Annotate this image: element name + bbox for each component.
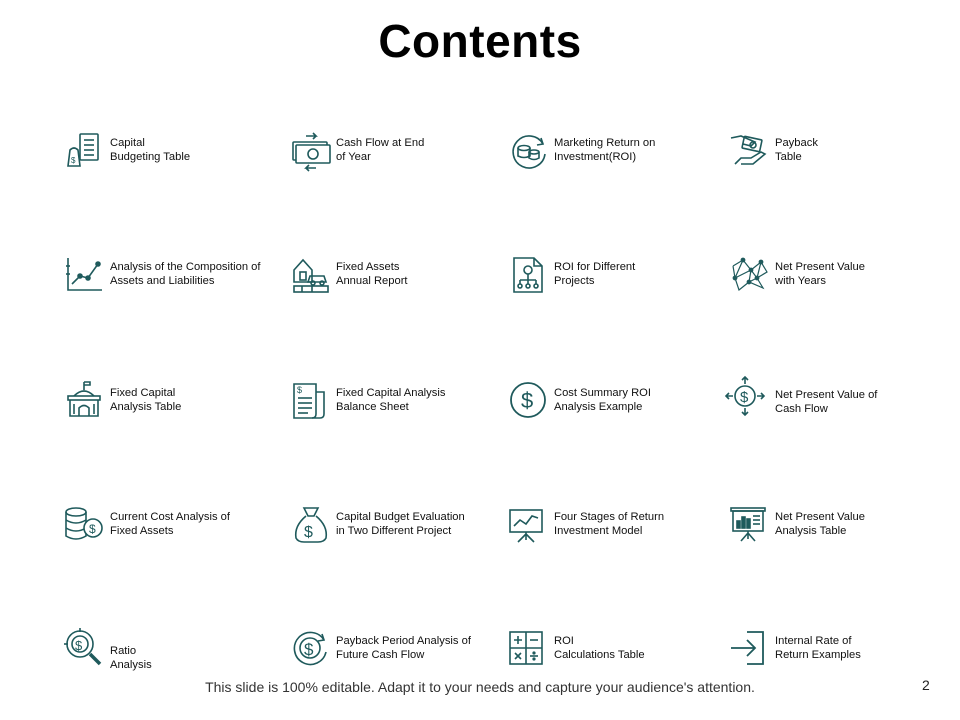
contents-item-label: Net Present Value of Cash Flow xyxy=(775,389,878,415)
contents-item-ratio-analysis[interactable] xyxy=(64,628,279,678)
contents-item-marketing-roi[interactable] xyxy=(508,130,723,180)
contents-item-label: Capital Budgeting Table xyxy=(110,137,191,163)
enter-arrow-icon xyxy=(729,628,771,670)
page-number: 2 xyxy=(922,677,930,693)
calculator-icon xyxy=(508,628,550,670)
money-bag-icon xyxy=(290,504,332,546)
contents-item-label: Cash Flow at End of Year xyxy=(336,137,425,163)
payback-hand-icon xyxy=(729,130,771,172)
svg-text:$: $ xyxy=(89,522,96,536)
contents-item-irr-examples[interactable] xyxy=(729,628,944,678)
dollar-cycle-icon xyxy=(290,628,332,670)
contents-item-label: ROI for Different Projects xyxy=(554,261,636,287)
contents-item-label: Analysis of the Composition of Assets and Liabilities xyxy=(110,261,261,287)
presentation-board-icon xyxy=(729,504,771,546)
contents-item-fixed-assets-report[interactable] xyxy=(290,254,505,304)
contents-item-label: Marketing Return on Investment(ROI) xyxy=(554,137,656,163)
coins-dollar-icon xyxy=(64,504,106,546)
contents-item-payback-table[interactable] xyxy=(729,130,944,180)
contents-item-cost-summary-roi[interactable] xyxy=(508,380,723,430)
contents-item-label: Payback Table xyxy=(775,137,818,163)
contents-item-label: Internal Rate of Return Examples xyxy=(775,635,861,661)
contents-item-cash-flow-end-of-year[interactable] xyxy=(290,130,505,180)
svg-text:$: $ xyxy=(521,388,534,413)
cash-flow-icon xyxy=(290,130,332,172)
dollar-arrows-icon xyxy=(724,375,766,417)
contents-item-current-cost-analysis[interactable] xyxy=(64,504,279,554)
balance-sheet-icon xyxy=(290,380,332,422)
contents-item-label: Net Present Value Analysis Table xyxy=(775,511,865,537)
contents-item-label: Ratio Analysis xyxy=(110,645,152,671)
roi-document-icon xyxy=(508,254,550,296)
contents-item-npv-analysis-table[interactable] xyxy=(729,504,944,554)
contents-item-label: ROI Calculations Table xyxy=(554,635,645,661)
contents-item-npv-cash-flow[interactable] xyxy=(724,375,939,425)
contents-item-npv-with-years[interactable] xyxy=(729,254,944,304)
contents-item-fixed-capital-table[interactable] xyxy=(64,380,279,430)
contents-item-capital-budgeting-table[interactable] xyxy=(64,130,279,180)
contents-item-label: Four Stages of Return Investment Model xyxy=(554,511,665,537)
contents-item-roi-calculations[interactable] xyxy=(508,628,723,678)
marketing-roi-icon xyxy=(508,130,550,172)
contents-item-balance-sheet[interactable] xyxy=(290,380,505,430)
contents-item-label: Fixed Capital Analysis Balance Sheet xyxy=(336,387,446,413)
fixed-assets-icon xyxy=(290,254,332,296)
page-title: Contents xyxy=(378,15,582,67)
contents-item-composition-analysis[interactable] xyxy=(64,254,279,304)
network-icon xyxy=(729,254,771,296)
contents-item-label: Capital Budget Evaluation in Two Different Project xyxy=(336,511,465,537)
contents-item-capital-budget-evaluation[interactable] xyxy=(290,504,505,554)
svg-text:$: $ xyxy=(304,640,314,659)
budget-table-icon xyxy=(64,130,106,172)
contents-item-four-stages-roi[interactable] xyxy=(508,504,723,554)
magnifier-dollar-icon xyxy=(64,628,106,670)
building-icon xyxy=(64,380,106,422)
contents-item-label: Fixed Capital Analysis Table xyxy=(110,387,182,413)
svg-text:$: $ xyxy=(740,389,749,406)
contents-item-label: Payback Period Analysis of Future Cash Flow xyxy=(336,635,471,661)
contents-item-roi-different-projects[interactable] xyxy=(508,254,723,304)
contents-item-label: Cost Summary ROI Analysis Example xyxy=(554,387,651,413)
contents-item-label: Net Present Value with Years xyxy=(775,261,865,287)
presentation-chart-icon xyxy=(508,504,550,546)
contents-item-payback-period-analysis[interactable] xyxy=(290,628,505,678)
footer-note: This slide is 100% editable. Adapt it to your needs and capture your audience's attention. xyxy=(205,679,755,695)
svg-text:$: $ xyxy=(304,524,313,541)
dollar-circle-icon xyxy=(508,380,550,422)
line-chart-icon xyxy=(64,254,106,296)
svg-text:$: $ xyxy=(297,385,303,395)
svg-text:$: $ xyxy=(75,638,83,653)
contents-item-label: Current Cost Analysis of Fixed Assets xyxy=(110,511,231,537)
svg-text:$: $ xyxy=(71,156,76,165)
contents-item-label: Fixed Assets Annual Report xyxy=(336,261,408,287)
